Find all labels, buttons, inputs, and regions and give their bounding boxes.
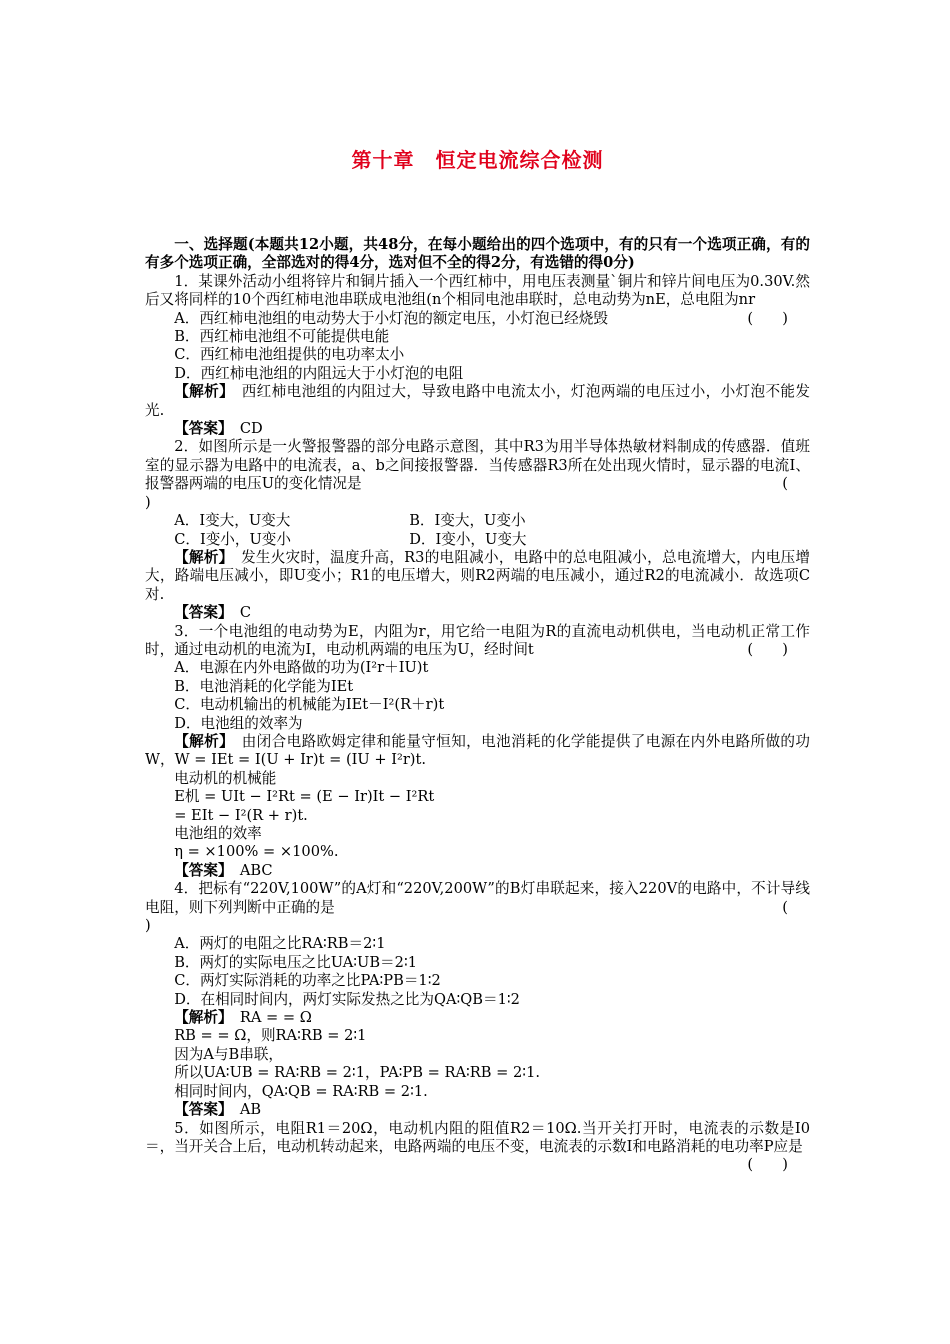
q2-options-row-1 [145,512,810,530]
q1-answer: 【答案】 CD [174,420,263,438]
q3-analysis-line: E机 = UIt − I²Rt = (E − Ir)It − I²Rt [174,788,435,806]
q4-option-b: B．两灯的实际电压之比UA∶UB＝2∶1 [174,953,418,971]
section-heading: 一、选择题(本题共12小题，共48分，在每小题给出的四个选项中，有的只有一个选项正确，有的有多个选项正确，全部选对的得4分，选对但不全的得2分，有选错的得0分) [145,236,810,272]
q4-option-a: A．两灯的电阻之比RA∶RB＝2∶1 [174,935,386,953]
q2-option-b: B．I变大，U变小 [409,512,526,530]
q3-analysis-line: 电池组的效率 [174,825,262,842]
q1-option-c: C．西红柿电池组提供的电功率太小 [174,346,405,364]
q1-option-b: B．西红柿电池组不可能提供电能 [174,328,390,346]
q2-options-row-2 [145,531,810,549]
q3-analysis-line: η = ×100% = ×100%. [174,843,339,861]
q3-option-d: D．电池组的效率为 [174,714,303,732]
q2-answer: 【答案】 C [174,604,252,622]
document-body [145,236,810,1175]
page-title: 第十章 恒定电流综合检测 [351,148,604,172]
q2-option-c: C．I变小，U变小 [174,530,291,548]
q4-option-d: D．在相同时间内，两灯实际发热之比为QA∶QB＝1∶2 [174,990,520,1008]
q3-analysis-line: 电动机的机械能 [174,769,277,787]
q4-analysis: 【解析】 RA = = Ω [174,1009,312,1027]
q4-answer: 【答案】 AB [174,1101,262,1119]
q4-option-c: C．两灯实际消耗的功率之比PA∶PB＝1∶2 [174,972,441,990]
question-1-stem: 1．某课外活动小组将锌片和铜片插入一个西红柿中，用电压表测量`铜片和锌片间电压为0.30V.然后又将同样的10个西红柿电池串联成电池组(n个相同电池串联时，总电动势为nE，总电阻为nr ( ) [145,272,810,327]
q3-answer: 【答案】 ABC [174,861,273,879]
q3-option-a: A．电源在内外电路做的功为(I²r＋IU)t [174,659,429,677]
q2-paren-close: ) [145,493,151,511]
question-5-stem: 5．如图所示，电阻R1＝20Ω，电动机内阻的阻值R2＝10Ω.当开关打开时，电流表的示数是I0＝，当开关合上后，电动机转动起来，电路两端的电压不变，电流表的示数I和电路消耗的电功率P应是 ( ) [145,1119,810,1174]
q2-analysis: 【解析】 发生火灾时，温度升高，R3的电阻减小，电路中的总电阻减小，总电流增大，内电压增大，路端电压减小，即U变小；R1的电压增大，则R2两端的电压减小，通过R2的电流减小．故选项C对. [145,548,811,603]
q2-option-a: A．I变大，U变大 [174,512,291,530]
q4-analysis-line: 相同时间内，QA∶QB = RA∶RB = 2∶1. [174,1082,428,1100]
q4-paren-close: ) [145,917,151,935]
q3-option-b: B．电池消耗的化学能为IEt [174,677,354,695]
question-4-stem: 4．把标有“220V,100W”的A灯和“220V,200W”的B灯串联起来，接入220V的电路中，不计导线电阻，则下列判断中正确的是 ( [145,880,810,916]
q1-analysis: 【解析】 西红柿电池组的内阻过大，导致电路中电流太小，灯泡两端的电压过小，小灯泡不能发光. [145,383,810,419]
question-3-stem: 3．一个电池组的电动势为E，内阻为r，用它给一电阻为R的直流电动机供电，当电动机正常工作时，通过电动机的电流为I，电动机两端的电压为U，经时间t ( ) [145,622,810,658]
q3-option-c: C．电动机输出的机械能为IEt－I²(R＋r)t [174,696,445,714]
q4-analysis-line: RB = = Ω，则RA∶RB = 2∶1 [174,1027,367,1045]
question-2-stem: 2．如图所示是一火警报警器的部分电路示意图，其中R3为用半导体热敏材料制成的传感器．值班室的显示器为电路中的电流表，a、b之间接报警器．当传感器R3所在处出现火情时，显示器的电流I、报警器两端的电压U的变化情况是 ( [145,438,810,493]
q4-analysis-line: 所以UA∶UB = RA∶RB = 2∶1，PA∶PB = RA∶RB = 2∶1. [174,1064,541,1082]
q4-analysis-line: 因为A与B串联， [174,1045,284,1063]
q3-analysis: 【解析】 由闭合电路欧姆定律和能量守恒知，电池消耗的化学能提供了电源在内外电路所做的功W，W = IEt = I(U + Ir)t = (IU + I²r)t. [145,732,810,769]
q3-analysis-line: = EIt − I²(R + r)t. [174,806,308,824]
q2-option-d: D．I变小，U变大 [409,530,527,548]
q1-option-a: A．西红柿电池组的电动势大于小灯泡的额定电压，小灯泡已经烧毁 [174,309,608,327]
q1-option-d: D．西红柿电池组的内阻远大于小灯泡的电阻 [174,364,464,382]
